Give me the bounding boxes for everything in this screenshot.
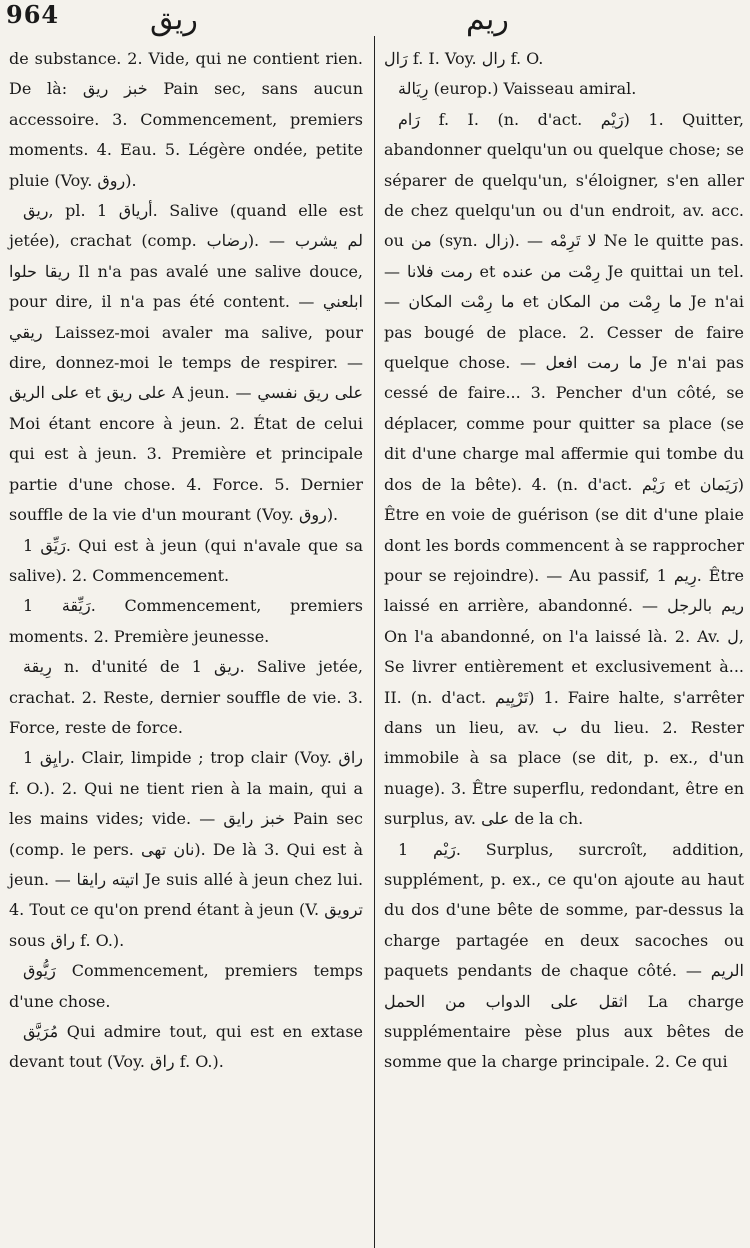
entry-paragraph: رايِق 1. Clair, limpide ; trop clair (Voy. راق f. O.). 2. Qui ne tient rien à la main, qui a les mains vides; vide. — خبز رايق Pain sec (comp. le pers. نان تهى). De là 3. Qui est à jeun. — اتيته رايقا Je suis allé à jeun chez lui. 4. Tout ce qu'on prend étant à jeun (V. ترويق sous راق f. O.). — [9, 748, 364, 950]
left-arabic-heading: ريق — [150, 2, 198, 37]
page-number: 964 — [6, 0, 60, 29]
entry-paragraph: رِيَالة (europ.) Vaisseau amiral. — [398, 79, 637, 99]
entry-paragraph: de substance. 2. Vide, qui ne contient rien. De là: خبز ريق Pain sec, sans aucun accessoire. 3. Commencement, premiers moments. 4. Eau. 5. Légère ondée, petite pluie (Voy. روق). — [9, 49, 364, 190]
right-column — [384, 44, 744, 1078]
entry-paragraph: رِيقة n. d'unité de ريق 1. Salive jetée, crachat. 2. Reste, dernier souffle de vie. 3. Force, reste de force. — [9, 657, 364, 737]
column-divider — [374, 36, 375, 1248]
right-arabic-heading: ريم — [466, 2, 509, 37]
entry-paragraph: مُرَيَّق Qui admire tout, qui est en extase devant tout (Voy. راق f. O.). — [9, 1022, 363, 1072]
entry-paragraph: رَيْم 1. Surplus, surcroît, addition, supplément, p. ex., ce qu'on ajoute au haut du dos d'une bête de somme, par-dessus la charge partagée en deux sacoches ou paquets pendants de chaque côté. — الريم اثقل على الدواب من الحمل La charge supplémentaire pèse plus aux bêtes de somme que la charge principale. 2. Ce qui — [384, 839, 745, 1072]
entry-paragraph: رَال f. I. Voy. رال f. O. — [384, 49, 544, 68]
entry-paragraph: رَيِّقة 1. Commencement, premiers moments. 2. Première jeunesse. — [9, 596, 364, 646]
entry-paragraph: رَيُّوق Commencement, premiers temps d'une chose. — [9, 961, 363, 1011]
entry-paragraph: ريق, pl. أرياق 1. Salive (quand elle est jetée), crachat (comp. رضاب). — لم يشرب ريقا حلوا Il n'a pas avalé une salive douce, pour dire, il n'a pas été content. — ابلعني ريقي Laissez-moi avaler ma salive, pour dire, donnez-moi le temps de respirer. — على الريق et على ريق A jeun. — على ريق نفسي Moi étant encore à jeun. 2. État de celui qui est à jeun. 3. Première et principale partie d'une chose. 4. Force. 5. Dernier souffle de la vie d'un mourant (Voy. روق). — [9, 201, 364, 525]
left-column — [9, 44, 363, 1078]
entry-paragraph: رَيِّق 1. Qui est à jeun (qui n'avale que sa salive). 2. Commencement. — [9, 535, 363, 585]
entry-paragraph: رَام f. I. (n. d'act. رَيْم) 1. Quitter, abandonner quelqu'un ou quelque chose; se séparer de quelqu'un, s'éloigner, s'en aller de chez quelqu'un ou d'un endroit, av. acc. ou من (syn. زال). — لا تَرِمْه Ne le quitte pas. — رمت فلانا et رِمْت من عنده Je quittai un tel. — ما رِمْت المكان et ما رِمْت من المكان Je n'ai pas bougé de place. 2. Cesser de faire quelque chose. — ما رمت افعل Je n'ai pas cessé de faire... 3. Pencher d'un côté, se déplacer, comme pour quitter sa place (se dit d'une charge mal affermie qui tombe du dos de la bête). 4. (n. d'act. رَيْم et رَيَمان) Être en voie de guérison (se dit d'une plaie dont les bords commencent à se rapprocher pour se rejoindre). — Au passif, رِيم 1. Être laissé en arrière, abandonné. — ريم بالرجل On l'a abandonné, on l'a laissé là. 2. Av. ل, Se livrer entièrement et exclusivement à... II. (n. d'act. تَرْيِيم) 1. Faire halte, s'arrêter dans un lieu, av. ب du lieu. 2. Rester immobile à sa place (se dit, p. ex., d'un nuage). 3. Être superflu, redondant, être en surplus, av. على de la ch. — [384, 109, 745, 829]
